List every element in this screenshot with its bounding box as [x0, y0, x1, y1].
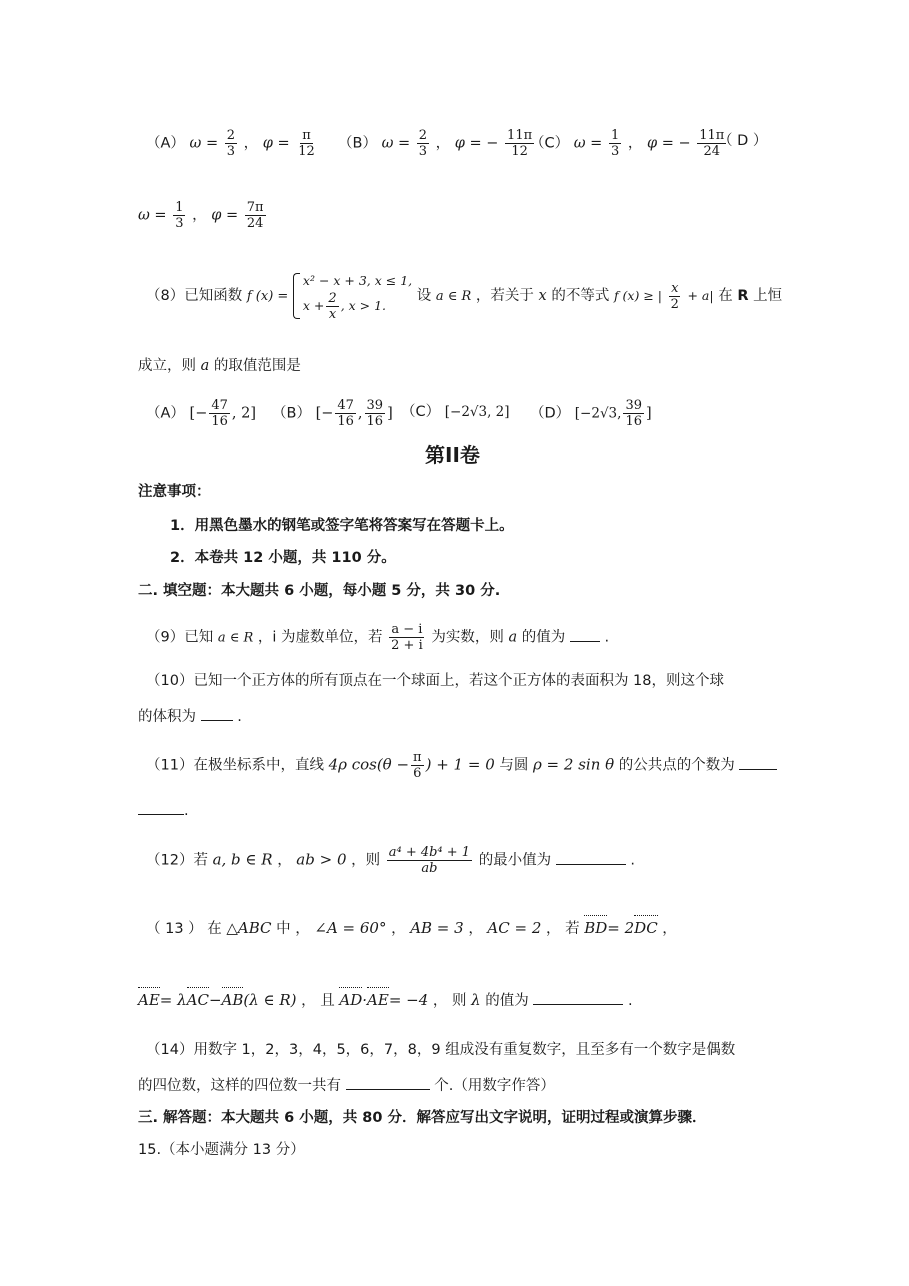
q13-bd-vector: BD [584, 919, 608, 937]
frac-num: 39 [366, 398, 384, 413]
q8-a-post: , 2] [231, 405, 256, 422]
frac-den: 16 [211, 414, 228, 429]
q8-line1 [146, 270, 782, 322]
frac-num: 1 [610, 128, 620, 143]
solve-heading: 三. 解答题：本大题共 6 小题，共 80 分．解答应写出文字说明，证明过程或演算步骤． [138, 1110, 707, 1126]
q8-case2 [303, 291, 412, 322]
q12-frac [387, 845, 472, 876]
frac-den: 24 [246, 216, 264, 231]
frac-den: 3 [418, 144, 428, 159]
q9-end: . [604, 629, 610, 646]
separator: ， [301, 993, 316, 1009]
frac-den: 24 [703, 144, 721, 159]
answer-blank [201, 706, 233, 721]
note-1: 1．用黑色墨水的钢笔或签字笔将答案写在答题卡上。 [170, 518, 514, 534]
note-2: 2．本卷共 12 小题，共 110 分。 [170, 550, 396, 566]
separator: ， [662, 921, 677, 937]
q13-ac: AC = 2 [487, 919, 542, 937]
q8-piecewise [293, 270, 412, 322]
q13-label: （ 13 ） 在 [146, 921, 222, 937]
fill-in-heading: 二. 填空题：本大题共 6 小题，每小题 5 分，共 30 分. [138, 583, 501, 599]
frac-num: 47 [337, 398, 354, 413]
q7-option-d [138, 200, 268, 231]
q8-option-c-label: （C） [401, 404, 441, 420]
brace-icon [293, 273, 300, 319]
q8-line2-post: 的取值范围是 [213, 358, 301, 374]
separator: ， [435, 135, 451, 152]
q15-heading: 15.（本小题满分 13 分） [138, 1142, 305, 1158]
q13-ab: AB = 3 [410, 919, 464, 937]
q8-a-in-r: a ∈ R [435, 289, 472, 304]
q13-ac-vector: AC [186, 991, 209, 1009]
q10-end: . [237, 709, 242, 725]
q12 [146, 845, 635, 876]
q8-case2-post: , x > 1. [340, 298, 387, 313]
q13-minus: − [208, 991, 222, 1009]
q8-cases [303, 270, 412, 322]
q8-mid3: 的不等式 [551, 288, 610, 304]
q8-a-frac [209, 398, 230, 429]
answer-blank [138, 800, 184, 815]
q13-ad-vector: AD [339, 991, 363, 1009]
frac-den: 16 [625, 414, 642, 429]
q12-sep2: ，则 [351, 852, 381, 869]
q7-option-d-label [718, 131, 767, 151]
q13-ae-rest: = λ [159, 991, 187, 1009]
q9 [146, 622, 609, 653]
q13-lambda: λ [471, 991, 481, 1009]
q9-pre: （9）已知 [146, 629, 214, 646]
q8-mid2: ，若关于 [475, 288, 534, 304]
q8-b-mid: , [357, 405, 363, 422]
frac-den: 12 [511, 144, 528, 159]
q8-b-post: ] [387, 405, 393, 422]
q8-mid4: 在 [718, 288, 733, 304]
q7-c-omega-frac [609, 128, 621, 159]
q13-ab-vector: AB [221, 991, 244, 1009]
q8-d-pre: [−2√3, [574, 405, 622, 422]
separator: ， [546, 921, 561, 937]
q7-option-b [338, 128, 536, 159]
frac-num: 1 [175, 200, 184, 215]
q11-pre: （11）在极坐标系中，直线 [146, 757, 324, 774]
separator: ， [627, 135, 643, 152]
q8-a-pre: [− [189, 405, 208, 422]
frac-den: 2 [670, 296, 679, 312]
q11-eq1-pre: 4ρ cos(θ − [328, 755, 410, 774]
frac-den: 16 [366, 414, 384, 429]
q8-option-b [272, 398, 393, 429]
q8-option-a-label: （A） [146, 405, 185, 422]
answer-blank [570, 627, 600, 642]
frac-num: a⁴ + 4b⁴ + 1 [388, 845, 471, 860]
q9-a: a [508, 629, 518, 646]
q14-line2 [138, 1075, 555, 1096]
q8-case2-pre: x + [302, 298, 325, 313]
q7-d-phi: φ = [211, 207, 239, 224]
q7-d-omega: ω = [138, 207, 167, 224]
q8-case1: x² − x + 3, x ≤ 1, [302, 273, 413, 288]
frac-den: 6 [413, 766, 422, 781]
q9-mid2: 为实数，则 [431, 629, 504, 646]
q8-option-c [401, 402, 510, 422]
frac-den: 3 [610, 144, 620, 159]
q8-options-row [146, 398, 256, 429]
q11-line1 [146, 750, 777, 781]
q14-line1: （14）用数字 1，2，3，4，5，6，7，8，9 组成没有重复数字，且至多有一个数字是偶数 [146, 1042, 736, 1058]
frac-den: 3 [226, 144, 236, 159]
q7-option-a-label: （A） [146, 135, 185, 152]
separator: ， [468, 921, 483, 937]
q7-option-c-label: （C） [530, 135, 570, 152]
q8-d-post: ] [645, 405, 652, 422]
q7-b-phi: φ = − [454, 135, 499, 152]
q8-r-bold: R [737, 288, 749, 304]
q7-c-omega: ω = [573, 135, 603, 152]
q13-eq: = −4 [388, 991, 429, 1009]
q8-b-pre: [− [315, 405, 334, 422]
q7-c-phi: φ = − [646, 135, 691, 152]
q8-b-frac1 [335, 398, 356, 429]
q13-ruo: 若 [565, 921, 580, 937]
q12-post: 的最小值为 [478, 852, 552, 869]
q14-line2-pre: 的四位数，这样的四位数一共有 [138, 1078, 341, 1094]
q8-mid1: 设 [416, 288, 432, 304]
q7-options-row [146, 128, 319, 159]
q7-option-b-label: （B） [338, 135, 377, 152]
q8-b-frac2 [365, 398, 386, 429]
q9-mid1: ，i 为虚数单位，若 [257, 629, 383, 646]
frac-den: x [328, 307, 337, 322]
separator: ， [432, 993, 448, 1009]
frac-num: 11π [507, 128, 533, 143]
q13-ae-vector: AE [138, 991, 160, 1009]
q13-angle: ∠A = 60° [314, 919, 387, 937]
separator: ， [192, 207, 207, 224]
q13-line1 [146, 918, 677, 939]
separator: ， [277, 852, 292, 869]
q7-d-omega-frac [173, 200, 185, 231]
q11-post: 的公共点的个数为 [618, 757, 735, 774]
q13-triangle: △ABC [226, 919, 272, 937]
q7-d-phi-frac [245, 200, 266, 231]
frac-num: 2 [418, 128, 428, 143]
q13-ze: 则 [451, 993, 467, 1009]
q8-line2-pre: 成立，则 [138, 358, 196, 374]
q11-frac [411, 750, 424, 781]
separator: ， [295, 921, 310, 937]
q8-ineq-frac [669, 281, 681, 312]
q11-end: . [184, 803, 189, 819]
frac-num: π [413, 750, 422, 765]
q10-line1: （10）已知一个正方体的所有顶点在一个球面上，若这个正方体的表面积为 18，则这个球 [146, 673, 725, 689]
answer-blank [346, 1075, 430, 1090]
q8-ineq-post: + a| [687, 288, 714, 303]
frac-num: 11π [699, 128, 725, 143]
frac-num: 2 [226, 128, 236, 143]
frac-num: π [302, 128, 311, 143]
q14-line2-post: 个.（用数字作答） [434, 1078, 555, 1094]
q8-case2-frac [326, 291, 338, 322]
q8-ineq-pre: f (x) ≥ | [613, 288, 662, 303]
q13-line2 [138, 990, 633, 1011]
q9-frac [389, 622, 425, 653]
q13-zhong: 中 [276, 921, 291, 937]
q8-line2 [138, 356, 301, 376]
q9-a-in-r: a ∈ R [217, 630, 254, 646]
frac-num: 47 [211, 398, 228, 413]
q7-b-omega-frac [417, 128, 429, 159]
q7-option-c [530, 128, 728, 159]
q9-post: 的值为 [521, 629, 566, 646]
q7-a-omega: ω = [189, 135, 219, 152]
q8-mid5: 上恒 [753, 288, 783, 304]
separator: ， [243, 135, 259, 152]
q8-c-expr: [−2√3, 2] [444, 404, 510, 420]
frac-den: 12 [298, 144, 315, 159]
separator: ， [391, 921, 406, 937]
q13-qie: 且 [320, 993, 335, 1009]
q13-dc-vector: DC [634, 919, 658, 937]
answer-blank [739, 755, 777, 770]
q12-pre: （12）若 [146, 852, 208, 869]
q8-x-var: x [538, 288, 547, 304]
q8-d-frac [623, 398, 644, 429]
q10-line2 [138, 706, 242, 727]
q11-eq1-post: ) + 1 = 0 [425, 755, 495, 774]
frac-den: 3 [175, 216, 184, 231]
section-2-title: 第II卷 [425, 443, 480, 467]
q8-fx: f (x) = [246, 289, 289, 304]
q7-a-omega-frac [225, 128, 237, 159]
q13-bd-rest: = 2 [607, 919, 635, 937]
q13-dot: · [362, 991, 368, 1009]
q8-option-d [530, 398, 652, 429]
q13-ae-vector-2: AE [367, 991, 389, 1009]
answer-blank [556, 850, 626, 865]
frac-den: 16 [337, 414, 354, 429]
q13-post: 的值为 [485, 993, 529, 1009]
frac-num: x [671, 280, 679, 296]
frac-num: 39 [625, 398, 642, 413]
q8-option-d-label: （D） [530, 405, 571, 422]
q11-eq2: ρ = 2 sin θ [532, 755, 615, 774]
q13-lambda-cond: (λ ∈ R) [243, 991, 297, 1009]
notes-heading: 注意事项： [138, 484, 211, 500]
frac-den: ab [421, 861, 438, 876]
q12-cond1: a, b ∈ R [212, 850, 273, 869]
frac-num: a − i [391, 622, 423, 637]
q8-line2-a: a [200, 358, 210, 374]
q11-line2 [138, 800, 189, 821]
frac-num: 2 [328, 291, 337, 306]
q13-end: . [627, 993, 633, 1009]
q11-mid: 与圆 [499, 757, 529, 774]
q12-end: . [630, 852, 636, 869]
q8-option-b-label: （B） [272, 405, 311, 422]
frac-num: 7π [246, 200, 264, 215]
q7-a-phi-frac [296, 128, 317, 159]
q8-number: （8）已知函数 [146, 288, 243, 304]
q7-option-d-label-text: （ D ） [718, 133, 768, 149]
q12-cond2: ab > 0 [296, 850, 347, 869]
frac-den: 2 + i [391, 638, 423, 653]
q7-b-omega: ω = [381, 135, 411, 152]
q7-a-phi: φ = [262, 135, 290, 152]
q10-line2-pre: 的体积为 [138, 709, 196, 725]
answer-blank [533, 990, 623, 1005]
